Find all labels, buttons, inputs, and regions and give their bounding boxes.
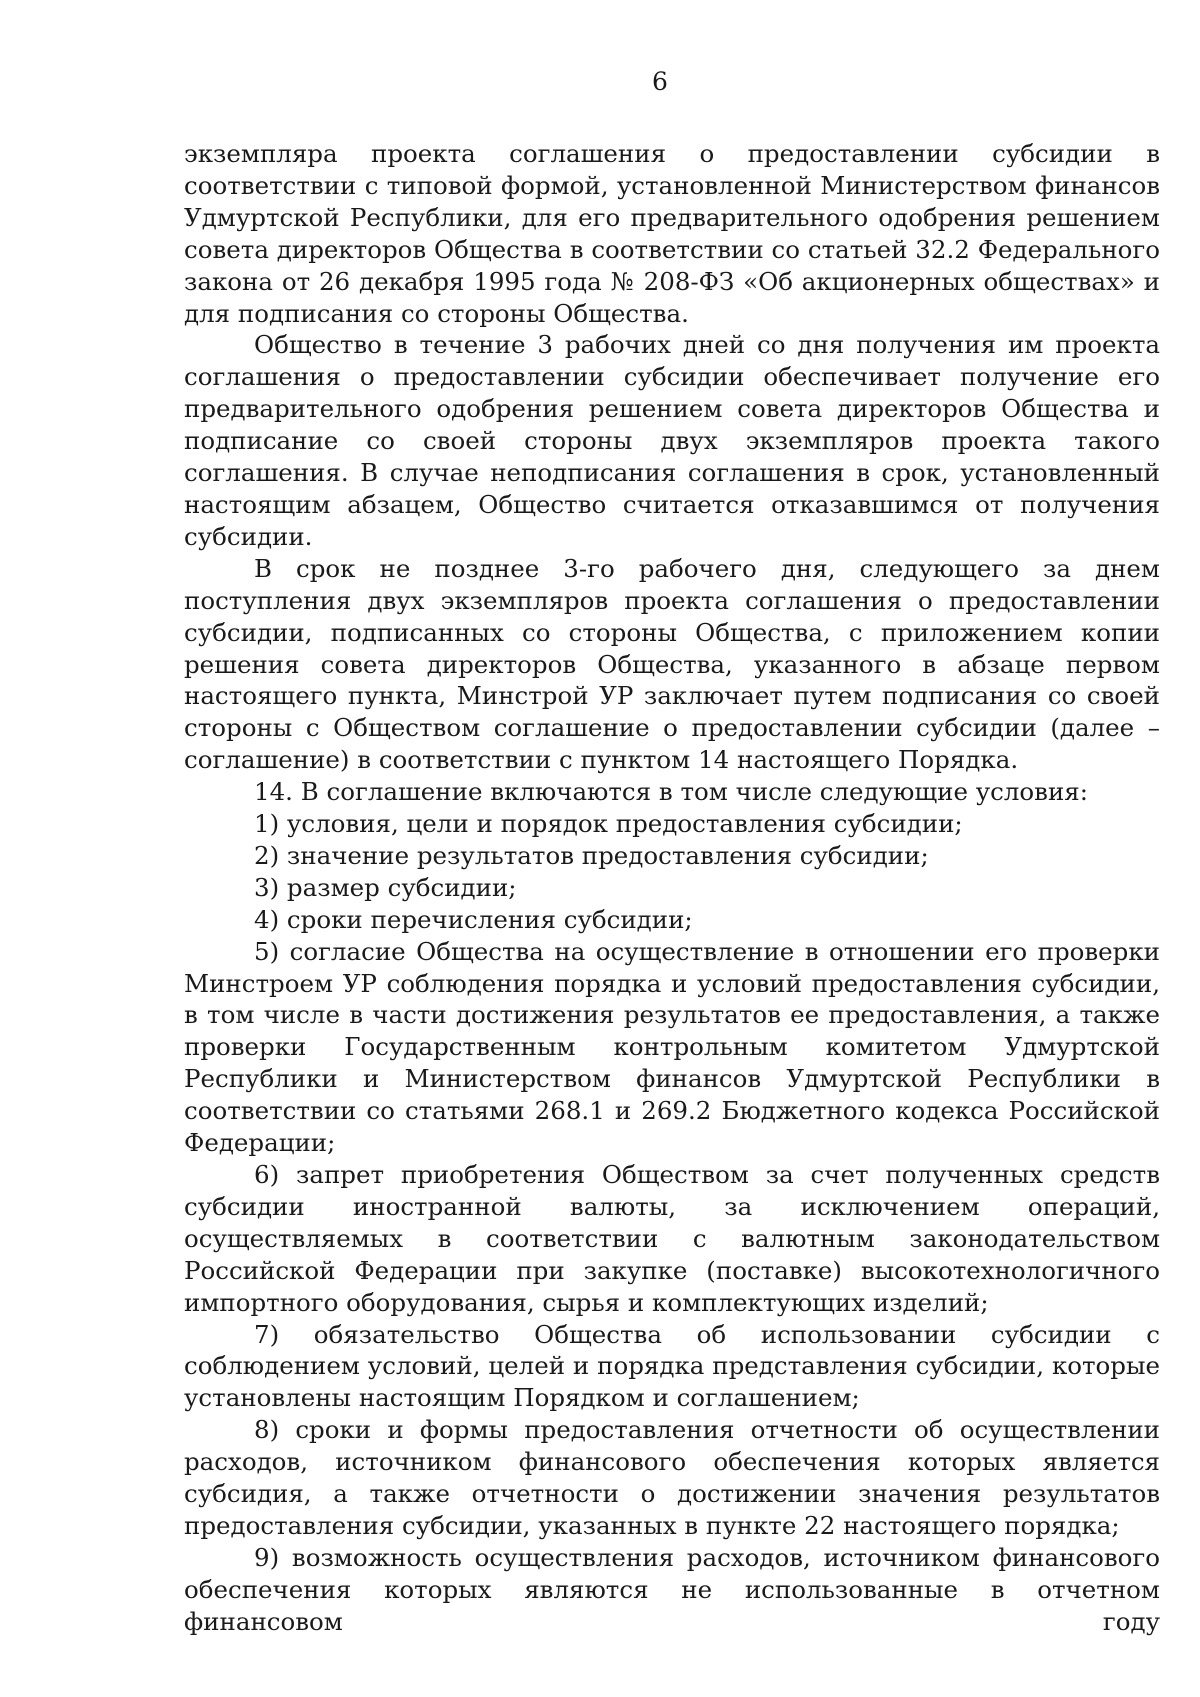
document-body — [184, 138, 1160, 1638]
list-item: 7) обязательство Общества об использовании субсидии с соблюдением условий, целей и порядка представления субсидии, которые установлены настоящим Порядком и соглашением; — [184, 1319, 1160, 1413]
list-item: 8) сроки и формы предоставления отчетности об осуществлении расходов, источником финансового обеспечения которых является субсидия, а также отчетности о достижении значения результатов предоставления субсидии, указанных в пункте 22 настоящего порядка; — [184, 1415, 1160, 1540]
list-item: 5) согласие Общества на осуществление в отношении его проверки Минстроем УР соблюдения порядка и условий предоставления субсидии, в том числе в части достижения результатов ее предоставления, а также проверки Государственным контрольным комитетом Удмуртской Республики и Министерством финансов Удмуртской Республики в соответствии со статьями 268.1 и 269.2 Бюджетного кодекса Российской Федерации; — [184, 936, 1160, 1158]
paragraph: Общество в течение 3 рабочих дней со дня получения им проекта соглашения о предоставлении субсидии обеспечивает получение его предварительного одобрения решением совета директоров Общества и подписание со своей стороны двух экземпляров проекта такого соглашения. В случае неподписания соглашения в срок, установленный настоящим абзацем, Общество считается отказавшимся от получения субсидии. — [184, 330, 1160, 551]
paragraph: В срок не позднее 3-го рабочего дня, следующего за днем поступления двух экземпляров проекта соглашения о предоставлении субсидии, подписанных со стороны Общества, с приложением копии решения совета директоров Общества, указанного в абзаце первом настоящего пункта, Минстрой УР заключает путем подписания со своей стороны с Обществом соглашение о предоставлении субсидии (далее – соглашение) в соответствии с пунктом 14 настоящего Порядка. — [184, 553, 1160, 775]
page-number: 6 — [652, 67, 668, 96]
paragraph: 14. В соглашение включаются в том числе следующие условия: — [254, 777, 1089, 807]
list-item: 2) значение результатов предоставления субсидии; — [254, 840, 929, 870]
list-item: 1) условия, цели и порядок предоставления субсидии; — [254, 809, 963, 839]
list-item: 9) возможность осуществления расходов, источником финансового обеспечения которых являются не использованные в отчетном финансовом году — [184, 1542, 1160, 1636]
paragraph: экземпляра проекта соглашения о предоставлении субсидии в соответствии с типовой формой, установленной Министерством финансов Удмуртской Республики, для его предварительного одобрения решением совета директоров Общества в соответствии со статьей 32.2 Федерального закона от 26 декабря 1995 года № 208-ФЗ «Об акционерных обществах» и для подписания со стороны Общества. — [184, 139, 1160, 328]
list-item: 4) сроки перечисления субсидии; — [254, 904, 693, 934]
list-item: 3) размер субсидии; — [254, 872, 517, 902]
list-item: 6) запрет приобретения Обществом за счет полученных средств субсидии иностранной валюты, за исключением операций, осуществляемых в соответствии с валютным законодательством Российской Федерации при закупке (поставке) высокотехнологичного импортного оборудования, сырья и комплектующих изделий; — [184, 1160, 1160, 1317]
